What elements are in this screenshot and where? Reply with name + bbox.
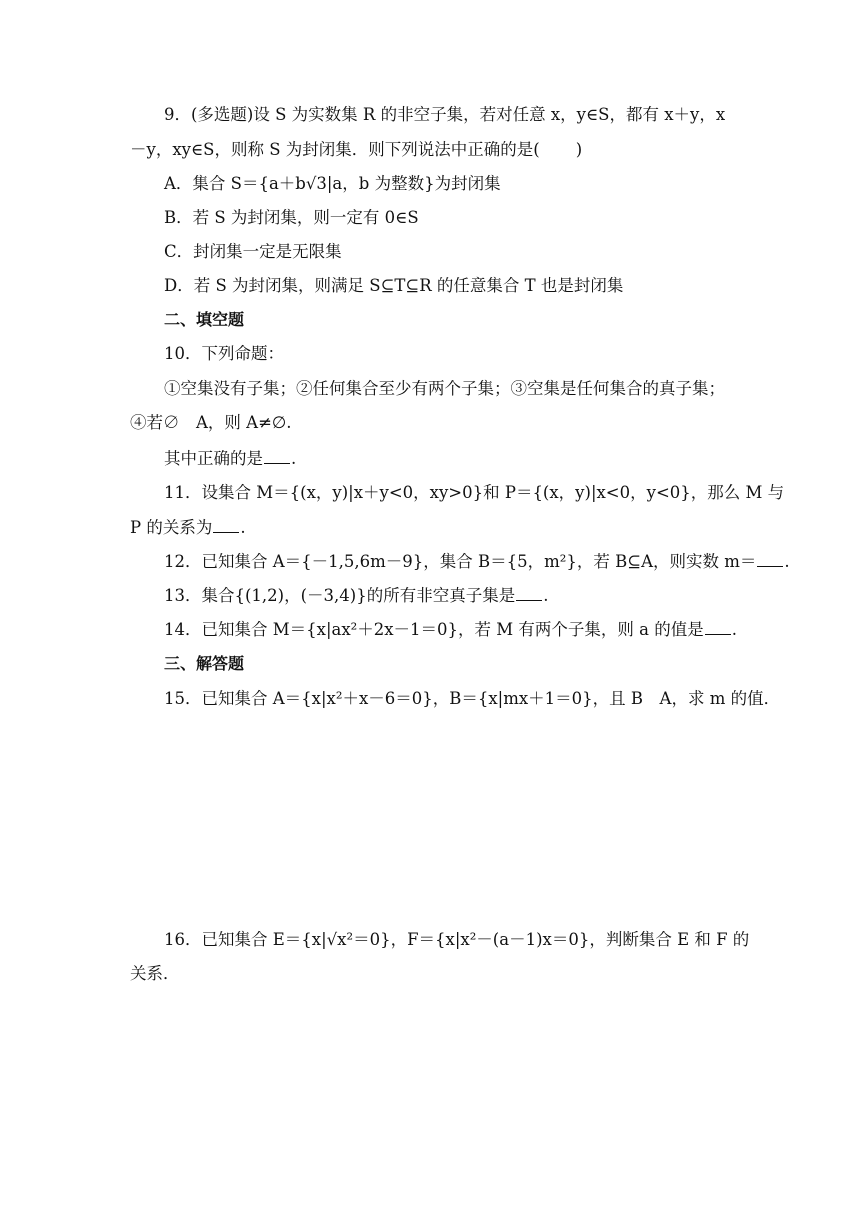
question-13	[164, 585, 732, 607]
q16-line1: 16．已知集合 E＝{x|√x²＝0}，F＝{x|x²－(a－1)x＝0}，判断集合 E 和 F 的	[164, 930, 750, 949]
q16-line2: 关系．	[130, 964, 180, 983]
q10-line1: 10．下列命题：	[164, 344, 284, 363]
q11-line1: 11．设集合 M＝{(x，y)|x＋y<0，xy>0}和 P＝{(x，y)|x<0，y<0}，那么 M 与	[164, 483, 785, 502]
answer-blank	[705, 620, 731, 635]
q9-option-a: A．集合 S＝{a＋b√3|a，b 为整数}为封闭集	[164, 174, 501, 193]
question-12	[164, 551, 790, 573]
section-heading-solutions: 三、解答题	[164, 654, 245, 673]
answer-blank	[516, 586, 542, 601]
q9-option-d: D．若 S 为封闭集，则满足 S⊆T⊆R 的任意集合 T 也是封闭集	[164, 276, 624, 295]
q9-line2	[130, 139, 732, 161]
q9-line1: 9．(多选题)设 S 为实数集 R 的非空子集，若对任意 x，y∈S，都有 x＋y，x	[164, 105, 726, 124]
q10-line3: ④若∅ A，则 A≠∅.	[130, 413, 292, 432]
q12-text: 12．已知集合 A＝{－1,5,6m－9}，集合 B＝{5，m²}，若 B⊆A，则实数 m＝	[164, 552, 757, 571]
q11-line2	[130, 517, 732, 539]
q10-line4	[164, 448, 732, 470]
q9-line2-text: －y，xy∈S，则称 S 为封闭集．则下列说法中正确的是(	[130, 140, 540, 159]
q10-period: .	[291, 449, 297, 468]
q10-line2: ①空集没有子集；②任何集合至少有两个子集；③空集是任何集合的真子集；	[164, 379, 725, 398]
q12-period: .	[784, 552, 790, 571]
answer-blank	[213, 518, 239, 533]
q10-line4-text: 其中正确的是	[164, 449, 263, 468]
q14-text: 14．已知集合 M＝{x|ax²＋2x－1＝0}，若 M 有两个子集，则 a 的值是	[164, 620, 704, 639]
q9-close-paren: )	[575, 140, 583, 159]
answer-blank	[264, 449, 290, 464]
answer-blank	[757, 552, 783, 567]
question-15: 15．已知集合 A＝{x|x²＋x－6＝0}，B＝{x|mx＋1＝0}，且 B A，求 m 的值．	[164, 689, 781, 708]
q11-period: .	[240, 518, 246, 537]
q13-period: .	[543, 586, 549, 605]
q11-line2-text: P 的关系为	[130, 518, 213, 537]
q9-option-b: B．若 S 为封闭集，则一定有 0∈S	[164, 208, 419, 227]
q13-text: 13．集合{(1,2)，(－3,4)}的所有非空真子集是	[164, 586, 516, 605]
q9-option-c: C．封闭集一定是无限集	[164, 242, 342, 261]
q14-period: .	[731, 620, 738, 639]
question-14	[164, 619, 738, 641]
section-heading-fill-in: 二、填空题	[164, 310, 245, 329]
